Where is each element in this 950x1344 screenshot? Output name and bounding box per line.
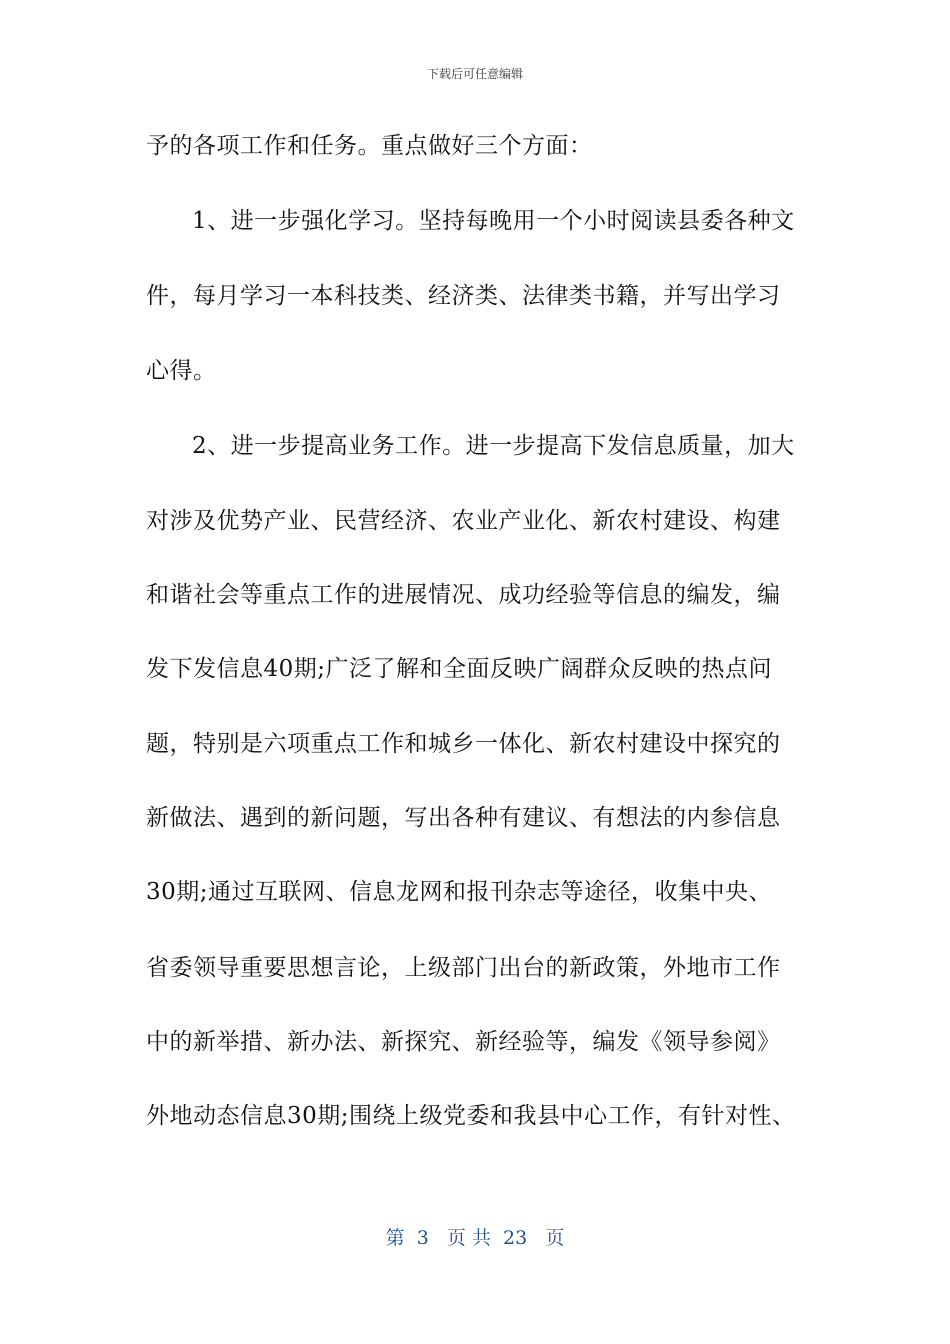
body-line-5: 2、进一步提高业务工作。进一步提高下发信息质量，加大	[192, 433, 795, 459]
body-line-1: 予的各项工作和任务。重点做好三个方面：	[146, 133, 593, 159]
body-line-13: 中的新举措、新办法、新探究、新经验等，编发《领导参阅》	[146, 1029, 781, 1055]
body-line-7: 和谐社会等重点工作的进展情况、成功经验等信息的编发，编	[146, 582, 781, 608]
page-header-note: 下载后可任意编辑	[426, 67, 523, 81]
body-line-6: 对涉及优势产业、民营经济、农业产业化、新农村建设、构建	[146, 508, 781, 534]
body-line-3: 件，每月学习一本科技类、经济类、法律类书籍，并写出学习	[146, 283, 781, 309]
body-line-12: 省委领导重要思想言论，上级部门出台的新政策，外地市工作	[146, 955, 781, 981]
page-number-footer: 第 3 页 共 23 页	[385, 1227, 565, 1249]
body-line-9: 题，特别是六项重点工作和城乡一体化、新农村建设中探究的	[146, 731, 781, 757]
body-line-14: 外地动态信息30期;围绕上级党委和我县中心工作，有针对性、	[146, 1103, 796, 1129]
body-line-4: 心得。	[146, 358, 217, 384]
body-line-8: 发下发信息40期;广泛了解和全面反映广阔群众反映的热点问	[146, 656, 773, 682]
body-line-11: 30期;通过互联网、信息龙网和报刊杂志等途径，收集中央、	[146, 879, 773, 905]
body-line-10: 新做法、遇到的新问题，写出各种有建议、有想法的内参信息	[146, 805, 781, 831]
body-line-2: 1、进一步强化学习。坚持每晚用一个小时阅读县委各种文	[192, 208, 795, 234]
